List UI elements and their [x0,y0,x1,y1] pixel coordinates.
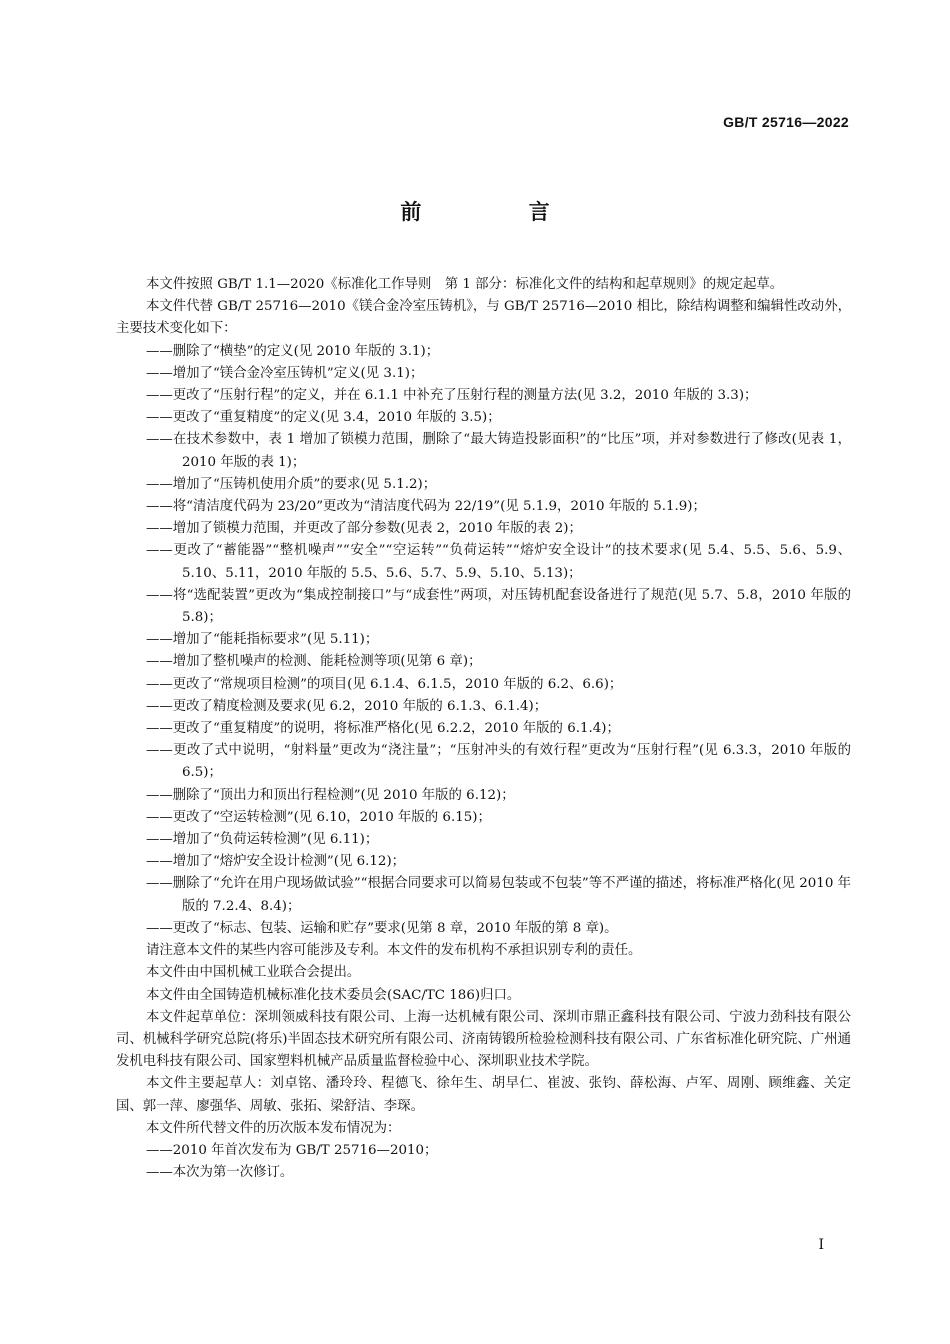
paragraph: 本文件代替 GB/T 25716—2010《镁合金冷室压铸机》，与 GB/T 25716—2010 相比，除结构调整和编辑性改动外，主要技术变化如下： [116,299,851,337]
list-item: ——增加了“镁合金冷室压铸机”定义(见 3.1)； [146,365,424,381]
list-item: ——更改了“常规项目检测”的项目(见 6.1.4、6.1.5，2010 年版的 6.2、6.6)； [146,676,623,692]
list-item: ——增加了“熔炉安全设计检测”(见 6.12)； [146,854,406,870]
paragraph: 本文件主要起草人：刘卓铭、潘玲玲、程德飞、徐年生、胡早仁、崔波、张钧、薛松海、卢军、周刚、顾维鑫、关定国、郭一萍、廖强华、周敏、张拓、梁舒洁、李琛。 [116,1076,851,1114]
list-item: ——更改了“标志、包装、运输和贮存”要求(见第 8 章，2010 年版的第 8 章)。 [146,920,618,936]
list-item: ——更改了“重复精度”的说明，将标准严格化(见 6.2.2，2010 年版的 6.1.4)； [146,721,620,737]
list-item: ——更改了“重复精度”的定义(见 3.4，2010 年版的 3.5)； [146,410,501,426]
paragraph: 本文件所代替文件的历次版本发布情况为： [146,1120,401,1136]
paragraph: 本文件起草单位：深圳领威科技有限公司、上海一达机械有限公司、深圳市鼎正鑫科技有限公司、宁波力劲科技有限公司、机械科学研究总院(将乐)半固态技术研究所有限公司、济南铸锻所检验检测科技有限公司、广东省标准化研究院、广州通发机电科技有限公司、国家塑料机械产品质量监督检验中心、深圳职业技术学院。 [116,1009,851,1070]
list-item: ——将“清洁度代码为 23/20”更改为“清洁度代码为 22/19”(见 5.1.9，2010 年版的 5.1.9)； [146,499,706,515]
list-item: ——删除了“横垫”的定义(见 2010 年版的 3.1)； [146,343,440,359]
list-item: ——增加了“能耗指标要求”(见 5.11)； [146,632,379,648]
page-title: 前 言 [400,200,600,224]
list-item: ——更改了“压射行程”的定义，并在 6.1.1 中补充了压射行程的测量方法(见 3.2，2010 年版的 3.3)； [146,388,758,404]
list-item: ——2010 年首次发布为 GB/T 25716—2010； [146,1142,438,1158]
page-number: I [818,1237,824,1253]
list-item: ——更改了精度检测及要求(见 6.2，2010 年版的 6.1.3、6.1.4)； [146,698,548,714]
list-item: ——本次为第一次修订。 [146,1165,294,1181]
paragraph: 本文件按照 GB/T 1.1—2020《标准化工作导则 第 1 部分：标准化文件的结构和起草规则》的规定起草。 [146,277,784,292]
list-item: ——增加了“负荷运转检测”(见 6.11)； [146,832,379,848]
paragraph: 请注意本文件的某些内容可能涉及专利。本文件的发布机构不承担识别专利的责任。 [146,943,642,959]
paragraph: 本文件由全国铸造机械标准化技术委员会(SAC/TC 186)归口。 [146,987,521,1003]
document-body [116,274,851,1184]
list-item: ——在技术参数中，表 1 增加了锁模力范围，删除了“最大铸造投影面积”的“比压”项，并对参数进行了修改(见表 1，2010 年版的表 1)； [146,432,851,470]
list-item: ——更改了式中说明，“射料量”更改为“浇注量”；“压射冲头的有效行程”更改为“压射行程”(见 6.3.3，2010 年版的 6.5)； [146,743,851,781]
list-item: ——更改了“蓄能器”“整机噪声”“安全”“空运转”“负荷运转”“熔炉安全设计”的技术要求(见 5.4、5.5、5.6、5.9、5.10、5.11，2010 年版的 5.5、5.6、5.7、5.9、5.10、5.13)； [146,543,851,581]
list-item: ——删除了“允许在用户现场做试验”“根据合同要求可以简易包装或不包装”等不严谨的描述，将标准严格化(见 2010 年版的 7.2.4、8.4)； [146,876,851,914]
paragraph: 本文件由中国机械工业联合会提出。 [146,965,361,981]
list-item: ——增加了整机噪声的检测、能耗检测等项(见第 6 章)； [146,654,482,670]
list-item: ——删除了“顶出力和顶出行程检测”(见 2010 年版的 6.12)； [146,787,515,803]
list-item: ——增加了“压铸机使用介质”的要求(见 5.1.2)； [146,476,437,492]
standard-number: GB/T 25716—2022 [723,114,849,130]
list-item: ——更改了“空运转检测”(见 6.10，2010 年版的 6.15)； [146,809,491,825]
list-item: ——增加了锁模力范围，并更改了部分参数(见表 2，2010 年版的表 2)； [146,521,582,537]
list-item: ——将“选配装置”更改为“集成控制接口”与“成套性”两项，对压铸机配套设备进行了规范(见 5.7、5.8，2010 年版的 5.8)； [146,587,851,626]
